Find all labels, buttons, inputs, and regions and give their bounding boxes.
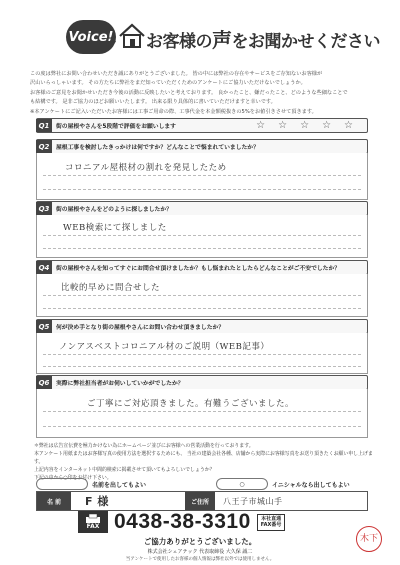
answer-2-text: コロニアル屋根材の割れを発見したため	[65, 163, 227, 173]
fax-machine-icon	[85, 514, 101, 523]
consent-notes: ＊弊社は広告宣伝費を極力かけない為にホームページ並びにお客様への営業活動を行っております。 本アンケート用紙またはお客様写真の使用方法を選択するためにも、 当社の建築会社各種、店舗から実際にお客様写真をお送り頂きたくお願い申し上げます。 上記内容をインターネット中間的検索に掲載させて頂いてもよろしいでしょうか？ 下記の中から○印をお付け下さい。	[34, 443, 373, 481]
consent-options	[36, 477, 366, 491]
answer-5-text: ノンアスベストコロニアル材のご説明（WEB記事）	[59, 342, 270, 352]
star-icon[interactable]: ☆	[256, 120, 266, 131]
house-icon	[118, 22, 146, 50]
question-3: Q3 街の屋根やさんをどのように探しましたか？	[36, 201, 368, 216]
answer-6[interactable]	[36, 389, 368, 438]
page-title: お客様の声をお聞かせください	[146, 28, 380, 52]
address-field[interactable]: 八王子市城山手	[223, 496, 283, 506]
fax-tag: 本社直通 FAX番号	[257, 514, 286, 531]
star-icon[interactable]: ☆	[300, 120, 310, 131]
star-icon[interactable]: ☆	[322, 120, 332, 131]
answer-3[interactable]	[36, 215, 368, 258]
company-name: 株式会社シェアテック 代表取締役 大久保 誠二	[147, 549, 253, 555]
fax-icon: FAX	[78, 511, 108, 533]
thanks-text: ご協力ありがとうございました。	[143, 537, 257, 546]
answer-3-text: WEB検索にて探しました	[63, 223, 167, 233]
question-2: Q2 屋根工事を検討したきっかけは何ですか？どんなことで悩まれていましたか？	[36, 139, 368, 154]
initial-consent-label: イニシャルなら出してもよい	[272, 481, 350, 489]
answer-4[interactable]	[36, 274, 368, 317]
address-label: ご住所	[185, 492, 215, 510]
name-label: 名 前	[37, 492, 71, 510]
voice-badge: Voice!	[66, 20, 116, 54]
rating-stars[interactable]	[256, 119, 353, 132]
fax-number: 0438-38-3310	[114, 510, 251, 533]
answer-2[interactable]	[36, 153, 368, 200]
star-icon[interactable]: ☆	[344, 120, 353, 131]
question-4: Q4 街の屋根やさんを知ってすぐにお問合せ頂けましたか？もし悩まれたとしたらどんなことがご不安でしたか？	[36, 260, 368, 275]
answer-5[interactable]	[36, 333, 368, 374]
initial-consent-mark[interactable]: ○	[216, 478, 268, 490]
question-6: Q6 実際に弊社担当者がお伺いしていかがでしたか？	[36, 375, 368, 390]
question-5: Q5 何が決め手となり街の屋根やさんにお問い合わせ頂きましたか？	[36, 319, 368, 334]
name-consent-mark[interactable]	[36, 478, 88, 490]
name-field[interactable]: F 様	[85, 495, 109, 508]
intro-text: この度は弊社にお問い合わせいただき誠にありがとうございました。 皆の中には弊社の存在やサービスをご存知ないお客様が 沢山いらっしゃいます。 その方たちに弊社をまだ知っていただくためのアンケートにご協力いただけないでしょうか。 お客様のご意見をお聞かせいただき今後の活動に反映したいと考えております。 良かったこと、嫌だったこと、どのような些細なことで も結構です。 是非ご協力のほどお願いいたします。 出来る限り具体的に書いていただけますと幸いです。 ※本アンケートにご記入いただいたお客様には工事ご用命の際、工事代金を本金額税抜きの5%をお値引きさせて頂きます。	[30, 71, 348, 115]
customer-info-row	[36, 491, 368, 511]
name-consent-label: 名前を出してもよい	[92, 481, 147, 489]
fax-row	[78, 510, 285, 534]
privacy-footnote: 当アンケートで使用したお客様の個人情報は弊社以外では使用しません。	[125, 557, 275, 562]
star-icon[interactable]: ☆	[278, 120, 288, 131]
seal-stamp: 木下	[356, 526, 382, 552]
answer-6-text: ご丁寧にご対応頂きました。有難うございました。	[87, 399, 295, 409]
question-1: Q1 街の屋根やさんを5段階で評価をお願いします ☆ ☆ ☆ ☆ ☆	[36, 118, 368, 133]
answer-4-text: 比較的早めに問合せした	[61, 283, 161, 293]
